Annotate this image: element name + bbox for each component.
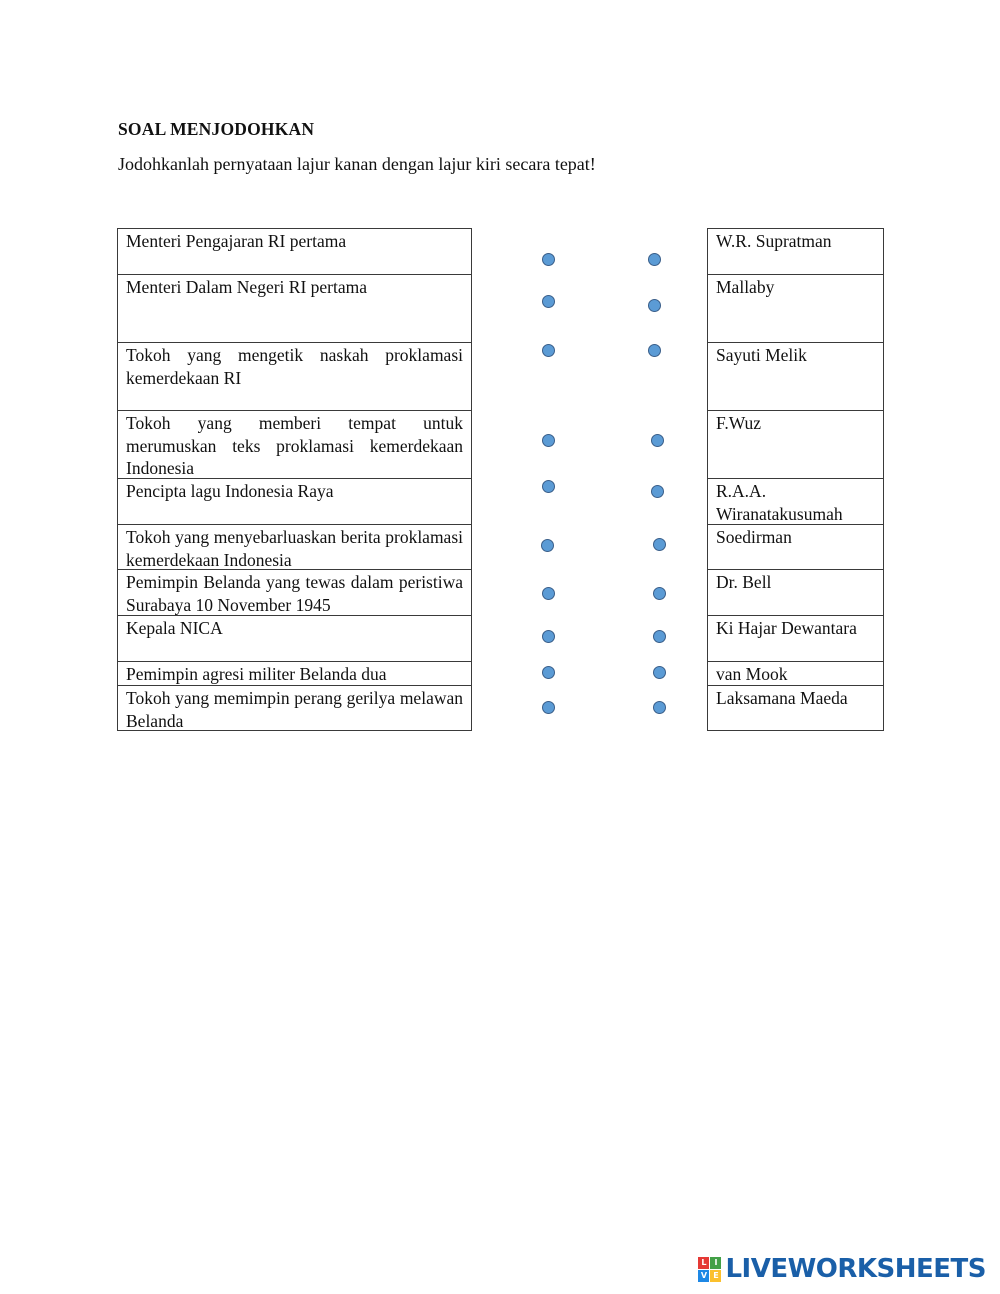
liveworksheets-wordmark: LIVEWORKSHEETS <box>725 1254 986 1284</box>
right-column <box>707 228 884 731</box>
left-item: Menteri Pengajaran RI pertama <box>118 229 471 275</box>
left-item: Pemimpin agresi militer Belanda dua <box>118 662 471 686</box>
left-item: Pencipta lagu Indonesia Raya <box>118 479 471 525</box>
left-item: Tokoh yang memimpin perang gerilya melawan Belanda <box>118 686 471 731</box>
logo-letter: E <box>710 1270 721 1282</box>
left-item: Pemimpin Belanda yang tewas dalam peristiwa Surabaya 10 November 1945 <box>118 570 471 616</box>
right-item: Sayuti Melik <box>708 343 883 411</box>
right-match-dot[interactable] <box>648 253 661 266</box>
right-match-dot[interactable] <box>653 587 666 600</box>
left-match-dot[interactable] <box>542 587 555 600</box>
right-match-dot[interactable] <box>651 434 664 447</box>
liveworksheets-logo-icon <box>698 1257 721 1282</box>
right-match-dot[interactable] <box>653 630 666 643</box>
left-item: Menteri Dalam Negeri RI pertama <box>118 275 471 343</box>
logo-letter: V <box>698 1270 709 1282</box>
right-item: F.Wuz <box>708 411 883 479</box>
logo-letter: L <box>698 1257 709 1269</box>
right-match-dot[interactable] <box>653 538 666 551</box>
liveworksheets-logo <box>698 1254 986 1284</box>
worksheet-instruction: Jodohkanlah pernyataan lajur kanan dengan lajur kiri secara tepat! <box>118 154 596 174</box>
left-match-dot[interactable] <box>542 434 555 447</box>
left-match-dot[interactable] <box>542 253 555 266</box>
right-item: Soedirman <box>708 525 883 570</box>
left-item: Tokoh yang memberi tempat untuk merumuskan teks proklamasi kemerdekaan Indonesia <box>118 411 471 479</box>
worksheet-title: SOAL MENJODOHKAN <box>118 119 315 139</box>
right-item: Ki Hajar Dewantara <box>708 616 883 662</box>
right-item: van Mook <box>708 662 883 686</box>
logo-letter: I <box>710 1257 721 1269</box>
right-match-dot[interactable] <box>653 701 666 714</box>
left-item: Tokoh yang menyebarluaskan berita proklamasi kemerdekaan Indonesia <box>118 525 471 570</box>
right-item: Laksamana Maeda <box>708 686 883 731</box>
right-match-dot[interactable] <box>653 666 666 679</box>
left-match-dot[interactable] <box>542 630 555 643</box>
left-item: Tokoh yang mengetik naskah proklamasi kemerdekaan RI <box>118 343 471 411</box>
right-match-dot[interactable] <box>651 485 664 498</box>
left-item: Kepala NICA <box>118 616 471 662</box>
right-item: Mallaby <box>708 275 883 343</box>
right-item: R.A.A. Wiranatakusumah <box>708 479 883 525</box>
left-match-dot[interactable] <box>542 295 555 308</box>
right-match-dot[interactable] <box>648 344 661 357</box>
left-match-dot[interactable] <box>542 344 555 357</box>
right-item: W.R. Supratman <box>708 229 883 275</box>
left-match-dot[interactable] <box>542 480 555 493</box>
left-column <box>117 228 472 731</box>
left-match-dot[interactable] <box>542 666 555 679</box>
left-match-dot[interactable] <box>541 539 554 552</box>
left-match-dot[interactable] <box>542 701 555 714</box>
right-item: Dr. Bell <box>708 570 883 616</box>
right-match-dot[interactable] <box>648 299 661 312</box>
